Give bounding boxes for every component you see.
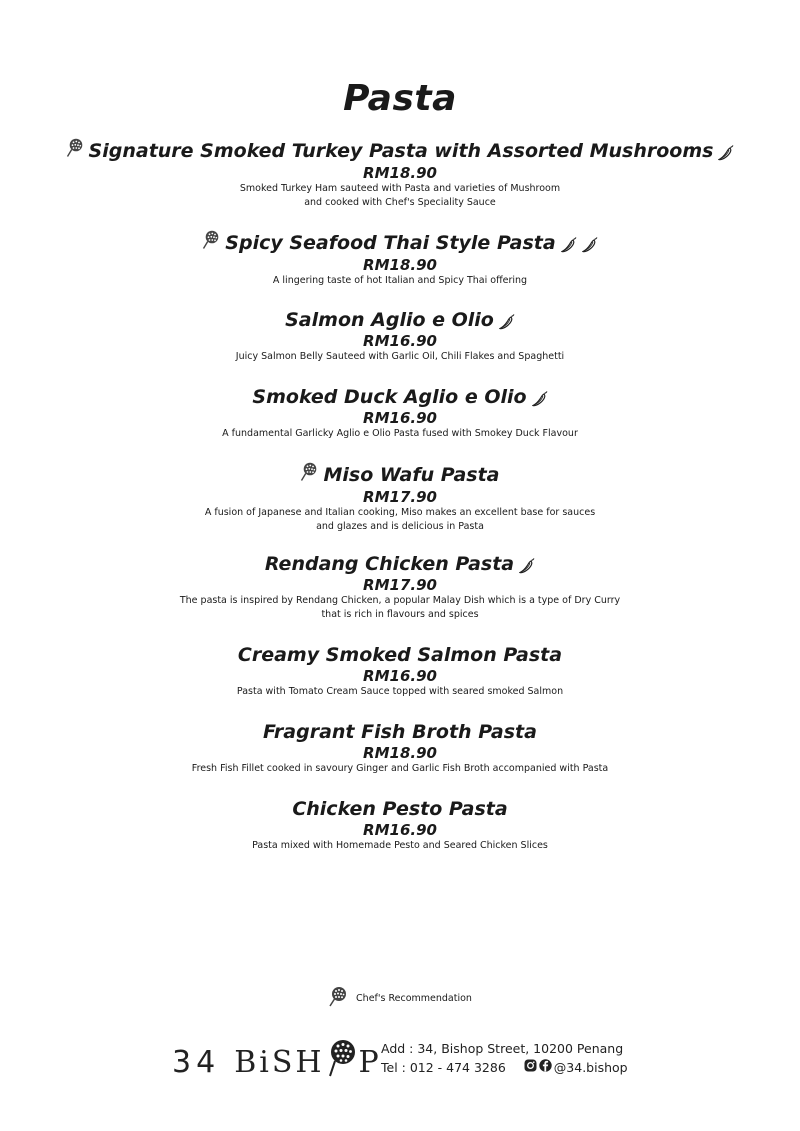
menu-item-price: RM18.90 — [363, 164, 437, 182]
menu-item-price: RM16.90 — [363, 667, 437, 685]
menu-item-description — [0, 427, 800, 441]
menu-item-name: Miso Wafu Pasta — [323, 464, 500, 486]
brand-logo — [172, 1038, 382, 1086]
legend — [0, 986, 800, 1011]
page-title: Pasta — [343, 78, 457, 119]
menu-item-name-row — [292, 797, 507, 821]
menu-item-description-line: Fresh Fish Fillet cooked in savoury Ginger and Garlic Fish Broth accompanied with Pasta — [191, 763, 609, 774]
menu-item-description — [0, 685, 800, 699]
menu-item-description-line: A lingering taste of hot Italian and Spicy Thai offering — [272, 275, 528, 286]
menu-item-price: RM17.90 — [363, 488, 437, 506]
menu-item — [0, 797, 800, 853]
menu-item-description — [0, 350, 800, 364]
menu-item-name-row — [202, 230, 597, 256]
chili-icon — [519, 556, 535, 572]
menu-item-description-line: Smoked Turkey Ham sauteed with Pasta and varieties of Mushroom — [239, 183, 561, 194]
menu-item-name: Creamy Smoked Salmon Pasta — [237, 644, 563, 666]
menu-item-price: RM17.90 — [363, 576, 437, 594]
menu-item-name: Chicken Pesto Pasta — [292, 798, 508, 820]
menu-item — [0, 138, 800, 210]
menu-item-name-row — [265, 552, 535, 576]
menu-item-price: RM16.90 — [363, 821, 437, 839]
menu-item-price: RM16.90 — [363, 332, 437, 350]
menu-item-name-row — [263, 720, 537, 744]
menu-item-description — [0, 594, 800, 622]
legend-label: Chef's Recommendation — [356, 993, 472, 1004]
menu-item-description — [0, 274, 800, 288]
menu-item — [0, 720, 800, 776]
menu-item — [0, 308, 800, 364]
menu-item-description-line: Pasta with Tomato Cream Sauce topped with seared smoked Salmon — [236, 686, 564, 697]
menu-item-name-row — [252, 385, 547, 409]
chili-icon — [499, 312, 515, 328]
menu-item-description-line: The pasta is inspired by Rendang Chicken, a popular Malay Dish which is a type of Dry Curry — [179, 595, 621, 606]
menu-item — [0, 230, 800, 288]
menu-item-description-line: that is rich in flavours and spices — [321, 609, 479, 620]
menu-item-description-line: A fundamental Garlicky Aglio e Olio Pasta fused with Smokey Duck Flavour — [222, 428, 578, 439]
menu-item-description — [0, 506, 800, 534]
chef-recommendation-icon — [202, 230, 220, 256]
chef-recommendation-icon — [66, 138, 84, 164]
logo-o-icon — [327, 1038, 357, 1086]
footer — [0, 1038, 800, 1078]
phone: Tel : 012 - 474 3286 — [381, 1060, 506, 1075]
menu-item-description-line: and glazes and is delicious in Pasta — [316, 521, 484, 532]
menu-item-description-line: Juicy Salmon Belly Sauteed with Garlic Oil, Chili Flakes and Spaghetti — [235, 351, 565, 362]
menu-item-description-line: and cooked with Chef's Speciality Sauce — [304, 197, 496, 208]
chili-icon — [561, 235, 577, 251]
chef-recommendation-icon — [328, 986, 348, 1011]
menu-item-description — [0, 182, 800, 210]
menu-item-name: Salmon Aglio e Olio — [285, 309, 494, 331]
menu-item-description-line: A fusion of Japanese and Italian cooking, Miso makes an excellent base for sauces — [204, 507, 596, 518]
logo-text-2: P — [358, 1044, 382, 1080]
chili-icon — [582, 235, 598, 251]
menu-item-name: Spicy Seafood Thai Style Pasta — [225, 232, 556, 254]
chef-recommendation-icon — [300, 462, 318, 488]
menu-item — [0, 643, 800, 699]
menu-item-description-line: Pasta mixed with Homemade Pesto and Seared Chicken Slices — [252, 840, 548, 851]
menu-item-price: RM16.90 — [363, 409, 437, 427]
menu-item — [0, 385, 800, 441]
address: Add : 34, Bishop Street, 10200 Penang — [381, 1041, 624, 1056]
chili-icon — [718, 143, 734, 159]
menu-item — [0, 552, 800, 622]
chili-icon — [532, 389, 548, 405]
menu-item-description — [0, 839, 800, 853]
facebook-icon — [539, 1058, 552, 1077]
menu-item-name-row — [285, 308, 515, 332]
instagram-icon — [524, 1058, 537, 1077]
menu-item-description — [0, 762, 800, 776]
menu-item-name: Rendang Chicken Pasta — [264, 553, 515, 575]
menu-item-name: Smoked Duck Aglio e Olio — [252, 386, 527, 408]
menu-item — [0, 462, 800, 534]
menu-item-name-row — [238, 643, 562, 667]
menu-item-name: Fragrant Fish Broth Pasta — [263, 721, 537, 743]
menu-item-name-row — [300, 462, 499, 488]
menu-item-price: RM18.90 — [363, 744, 437, 762]
social-handle: @34.bishop — [553, 1060, 628, 1075]
menu-item-name-row — [66, 138, 735, 164]
logo-number: 34 — [172, 1044, 221, 1080]
contact-info — [381, 1039, 628, 1077]
menu-item-price: RM18.90 — [363, 256, 437, 274]
logo-text-1: BiSH — [234, 1044, 325, 1080]
menu-item-name: Signature Smoked Turkey Pasta with Assorted Mushrooms — [88, 140, 714, 162]
